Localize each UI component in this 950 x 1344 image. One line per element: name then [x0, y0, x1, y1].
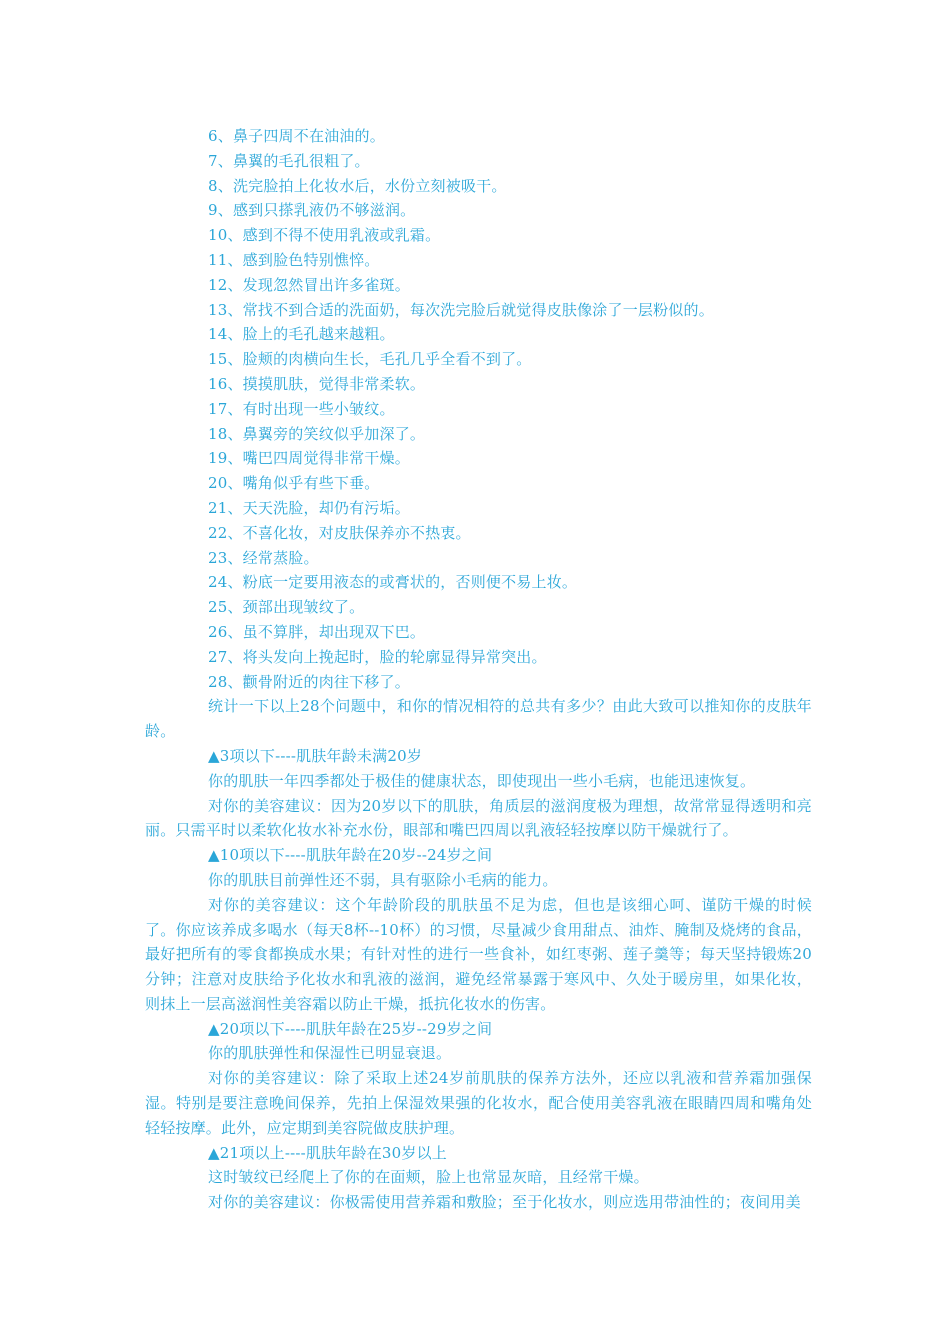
section-heading: ▲3项以下----肌肤年龄未满20岁 [208, 746, 423, 765]
question-item: 11、感到脸色特别憔悴。 [208, 250, 380, 269]
section-advice: 对你的美容建议：你极需使用营养霜和敷脸；至于化妆水，则应选用带油性的；夜间用美 [208, 1193, 801, 1212]
section-advice: 对你的美容建议：除了采取上述24岁前肌肤的保养方法外，还应以乳液和营养霜加强保湿。特别是要注意晚间保养，先拍上保湿效果强的化妆水，配合使用美容乳液在眼睛四周和嘴角处轻轻按摩。此外，应定期到美容院做皮肤护理。 [145, 1069, 812, 1137]
question-item: 12、发现忽然冒出许多雀斑。 [208, 275, 410, 294]
question-item: 10、感到不得不使用乳液或乳霜。 [208, 226, 441, 245]
question-item: 7、鼻翼的毛孔很粗了。 [208, 151, 370, 170]
question-item: 18、鼻翼旁的笑纹似乎加深了。 [208, 424, 426, 443]
question-item: 28、颧骨附近的肉往下移了。 [208, 672, 410, 691]
question-item: 27、将头发向上挽起时，脸的轮廓显得异常突出。 [208, 647, 547, 666]
question-item: 17、有时出现一些小皱纹。 [208, 399, 395, 418]
question-item: 21、天天洗脸，却仍有污垢。 [208, 498, 410, 517]
result-section [145, 1141, 812, 1215]
question-item: 25、颈部出现皱纹了。 [208, 598, 365, 617]
result-section [145, 744, 812, 843]
question-item: 19、嘴巴四周觉得非常干燥。 [208, 449, 410, 468]
question-item: 6、鼻子四周不在油油的。 [208, 127, 385, 145]
result-section [145, 1017, 812, 1141]
section-heading: ▲10项以下----肌肤年龄在20岁--24岁之间 [208, 846, 493, 865]
section-status: 你的肌肤一年四季都处于极佳的健康状态，即使现出一些小毛病，也能迅速恢复。 [208, 771, 756, 790]
question-list [145, 124, 812, 694]
section-status: 你的肌肤目前弹性还不弱，具有驱除小毛病的能力。 [208, 870, 558, 889]
question-item: 14、脸上的毛孔越来越粗。 [208, 325, 395, 344]
summary-paragraph: 统计一下以上28个问题中，和你的情况相符的总共有多少？由此大致可以推知你的皮肤年龄。 [145, 697, 812, 741]
result-section [145, 843, 812, 1017]
question-item: 13、常找不到合适的洗面奶，每次洗完脸后就觉得皮肤像涂了一层粉似的。 [208, 300, 714, 319]
section-heading: ▲21项以上----肌肤年龄在30岁以上 [208, 1143, 447, 1162]
section-heading: ▲20项以下----肌肤年龄在25岁--29岁之间 [208, 1019, 493, 1038]
question-item: 15、脸颊的肉横向生长，毛孔几乎全看不到了。 [208, 350, 532, 369]
question-item: 23、经常蒸脸。 [208, 548, 319, 567]
question-item: 8、洗完脸拍上化妆水后，水份立刻被吸干。 [208, 176, 507, 195]
section-status: 这时皱纹已经爬上了你的在面颊，脸上也常显灰暗，且经常干燥。 [208, 1168, 649, 1187]
document-page [145, 124, 812, 1215]
section-advice: 对你的美容建议：这个年龄阶段的肌肤虽不足为虑，但也是该细心呵、谨防干燥的时候了。你应该养成多喝水（每天8杯--10杯）的习惯，尽量减少食用甜点、油炸、腌制及烧烤的食品，最好把所有的零食都换成水果；有针对性的进行一些食补，如红枣粥、莲子羹等；每天坚持锻炼20分钟；注意对皮肤给予化妆水和乳液的滋润，避免经常暴露于寒风中、久处于暖房里，如果化妆，则抹上一层高滋润性美容霜以防止干燥，抵抗化妆水的伤害。 [145, 895, 812, 1013]
question-item: 20、嘴角似乎有些下垂。 [208, 474, 380, 493]
section-status: 你的肌肤弹性和保湿性已明显衰退。 [208, 1044, 452, 1063]
question-item: 22、不喜化妆，对皮肤保养亦不热衷。 [208, 523, 471, 542]
question-item: 24、粉底一定要用液态的或膏状的，否则便不易上妆。 [208, 573, 578, 592]
section-advice: 对你的美容建议：因为20岁以下的肌肤，角质层的滋润度极为理想，故常常显得透明和亮丽。只需平时以柔软化妆水补充水份，眼部和嘴巴四周以乳液轻轻按摩以防干燥就行了。 [145, 796, 812, 840]
question-item: 9、感到只搽乳液仍不够滋润。 [208, 201, 416, 220]
question-item: 16、摸摸肌肤，觉得非常柔软。 [208, 374, 426, 393]
question-item: 26、虽不算胖，却出现双下巴。 [208, 622, 426, 641]
